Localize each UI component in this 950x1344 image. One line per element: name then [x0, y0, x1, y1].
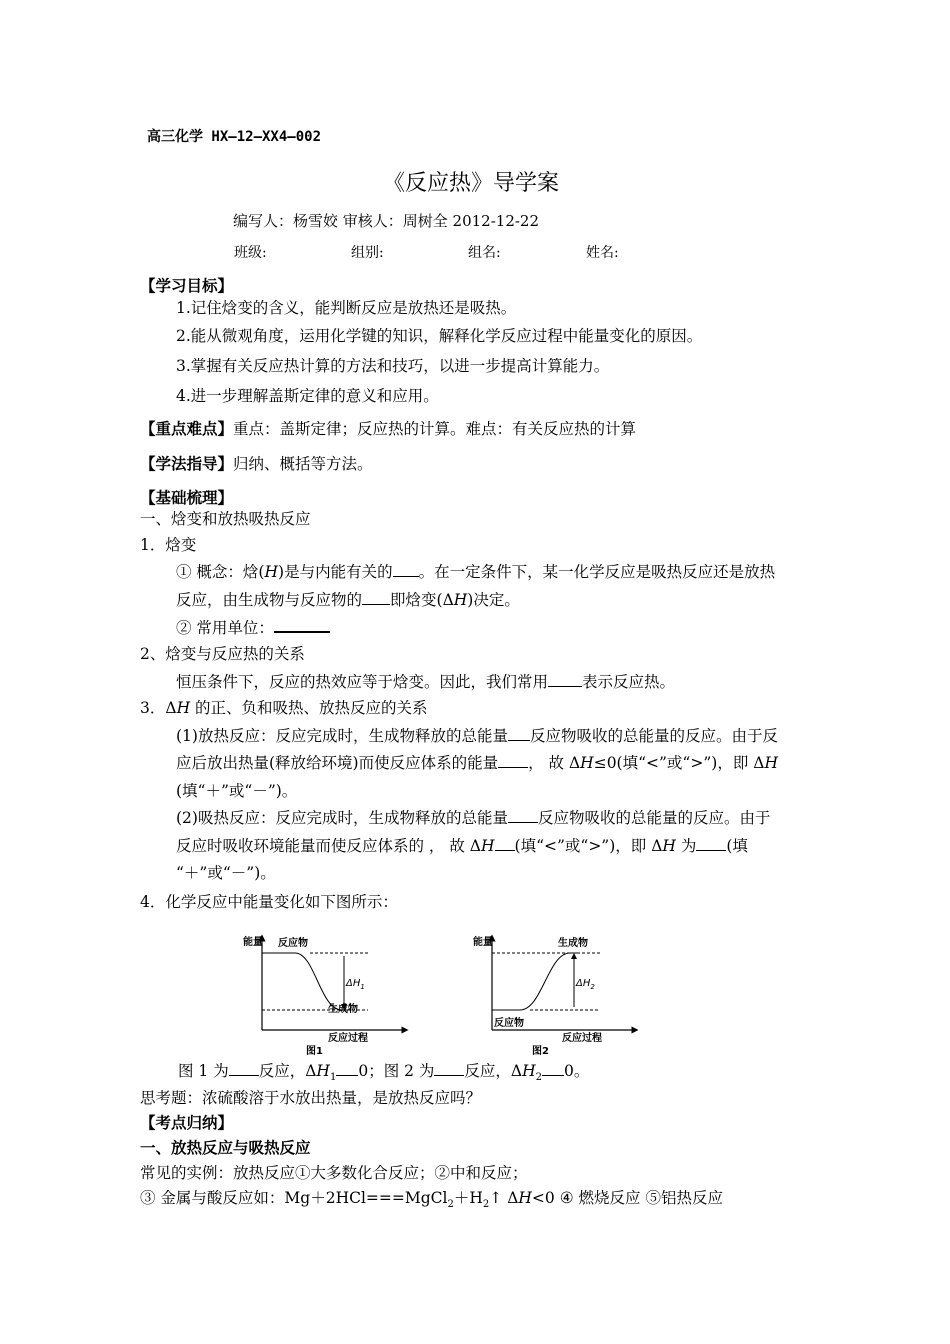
- objective-item: 2.能从微观角度，运用化学键的知识，解释化学反应过程中能量变化的原因。: [176, 327, 703, 345]
- delta-h-label: $\Delta H_2$: [576, 978, 595, 991]
- delta-h-label: $\Delta H_1$: [346, 978, 365, 991]
- energy-curve: [492, 953, 578, 1010]
- field-class: 班级:: [234, 245, 267, 261]
- exam-section: 一、放热反应与吸热反应: [140, 1138, 311, 1157]
- field-group-name: 组名:: [468, 245, 501, 261]
- method-text: 归纳、概括等方法。: [233, 455, 373, 473]
- relation-line: 恒压条件下，反应的热效应等于焓变。因此，我们常用 表示反应热。: [176, 673, 676, 691]
- objective-item: 4.进一步理解盖斯定律的意义和应用。: [176, 387, 439, 405]
- reactant-label: 反应物: [494, 1018, 524, 1029]
- blank: [508, 726, 530, 741]
- blank: [542, 1061, 564, 1076]
- concept-line: ① 概念：焓(H)是与内能有关的 。在一定条件下，某一化学反应是吸热反应还是放热: [176, 563, 776, 581]
- exam-line: 常见的实例：放热反应①大多数化合反应；②中和反应；: [140, 1164, 528, 1182]
- subsection-title: 2、焓变与反应热的关系: [140, 645, 305, 663]
- concept-line: 反应，由生成物与反应物的 即焓变(ΔH)决定。: [176, 591, 520, 609]
- field-group: 组别:: [351, 245, 384, 261]
- exothermic-line: 应后放出热量(释放给环境)而使反应体系的能量 ， 故 ΔH≤0(填“<”或“>”)，即 ΔH: [176, 754, 778, 772]
- section-heading: 一、焓变和放热吸热反应: [140, 510, 311, 528]
- blank: [336, 1061, 358, 1076]
- y-axis-label: 能量: [473, 937, 493, 948]
- document-code: 高三化学 HX—12—XX4—002: [147, 129, 322, 145]
- blank: [393, 562, 419, 577]
- product-label: 生成物: [558, 938, 588, 949]
- blank: [548, 672, 582, 687]
- exam-line: ③ 金属与酸反应如：$Mg+2HCl===MgCl_2+H_2↑$ ΔH<0 ④ 燃烧反应 ⑤铝热反应: [140, 1189, 723, 1211]
- figure-caption: 图2: [532, 1046, 549, 1057]
- endothermic-line: “＋”或“－”)。: [176, 864, 276, 882]
- key-points-text: 重点：盖斯定律；反应热的计算。难点：有关反应热的计算: [233, 420, 637, 438]
- figure-question-line: 图 1 为 反应，$\Delta H_1$ 0；图 2 为 反应，$\Delta H_2$ 0。: [178, 1062, 590, 1084]
- field-student-name: 姓名:: [586, 245, 619, 261]
- objectives-heading: 【学习目标】: [140, 276, 234, 295]
- product-label: 生成物: [328, 1004, 358, 1015]
- blank: [362, 590, 390, 605]
- blank: [434, 1061, 464, 1076]
- author-line: 编写人：杨雪姣 审核人：周树全 2012-12-22: [233, 212, 540, 230]
- subsection-title: 4．化学反应中能量变化如下图所示：: [140, 893, 398, 911]
- blank: [508, 808, 538, 823]
- y-axis-label: 能量: [243, 937, 263, 948]
- page-title: 《反应热》导学案: [383, 171, 560, 196]
- method-heading: 【学法指导】: [140, 454, 234, 473]
- method-line: [140, 454, 373, 474]
- objective-item: 1.记住焓变的含义，能判断反应是放热还是吸热。: [176, 299, 517, 317]
- exothermic-line: (1)放热反应：反应完成时，生成物释放的总能量 反应物吸收的总能量的反应。由于反: [176, 727, 778, 745]
- key-points-heading: 【重点难点】: [140, 419, 234, 438]
- exothermic-line: (填“＋”或“－”)。: [176, 782, 298, 800]
- blank: [696, 836, 726, 851]
- energy-diagram-2: [470, 930, 640, 1060]
- key-points-line: [140, 419, 636, 439]
- exam-heading: 【考点归纳】: [140, 1113, 234, 1132]
- reactant-label: 反应物: [278, 938, 308, 949]
- x-axis-label: 反应过程: [328, 1033, 368, 1044]
- blank: [274, 617, 330, 633]
- endothermic-line: (2)吸热反应：反应完成时，生成物释放的总能量 反应物吸收的总能量的反应。由于: [176, 809, 771, 827]
- endothermic-line: 反应时吸收环境能量而使反应体系的 ， 故 ΔH (填“<”或“>”)，即 ΔH 为 (填: [176, 837, 748, 855]
- subsection-title: 1．焓变: [140, 536, 197, 554]
- x-axis-label: 反应过程: [562, 1033, 602, 1044]
- think-question: 思考题：浓硫酸溶于水放出热量，是放热反应吗？: [140, 1089, 482, 1107]
- blank: [495, 836, 515, 851]
- energy-diagram-1: [240, 930, 410, 1060]
- energy-curve: [262, 953, 350, 1010]
- blank: [498, 753, 528, 768]
- objective-item: 3.掌握有关反应热计算的方法和技巧，以进一步提高计算能力。: [176, 357, 610, 375]
- basics-heading: 【基础梳理】: [140, 488, 234, 507]
- figure-caption: 图1: [306, 1046, 323, 1057]
- blank: [229, 1061, 259, 1076]
- subsection-title: 3．ΔH 的正、负和吸热、放热反应的关系: [140, 699, 428, 717]
- unit-line: ② 常用单位：: [176, 617, 330, 638]
